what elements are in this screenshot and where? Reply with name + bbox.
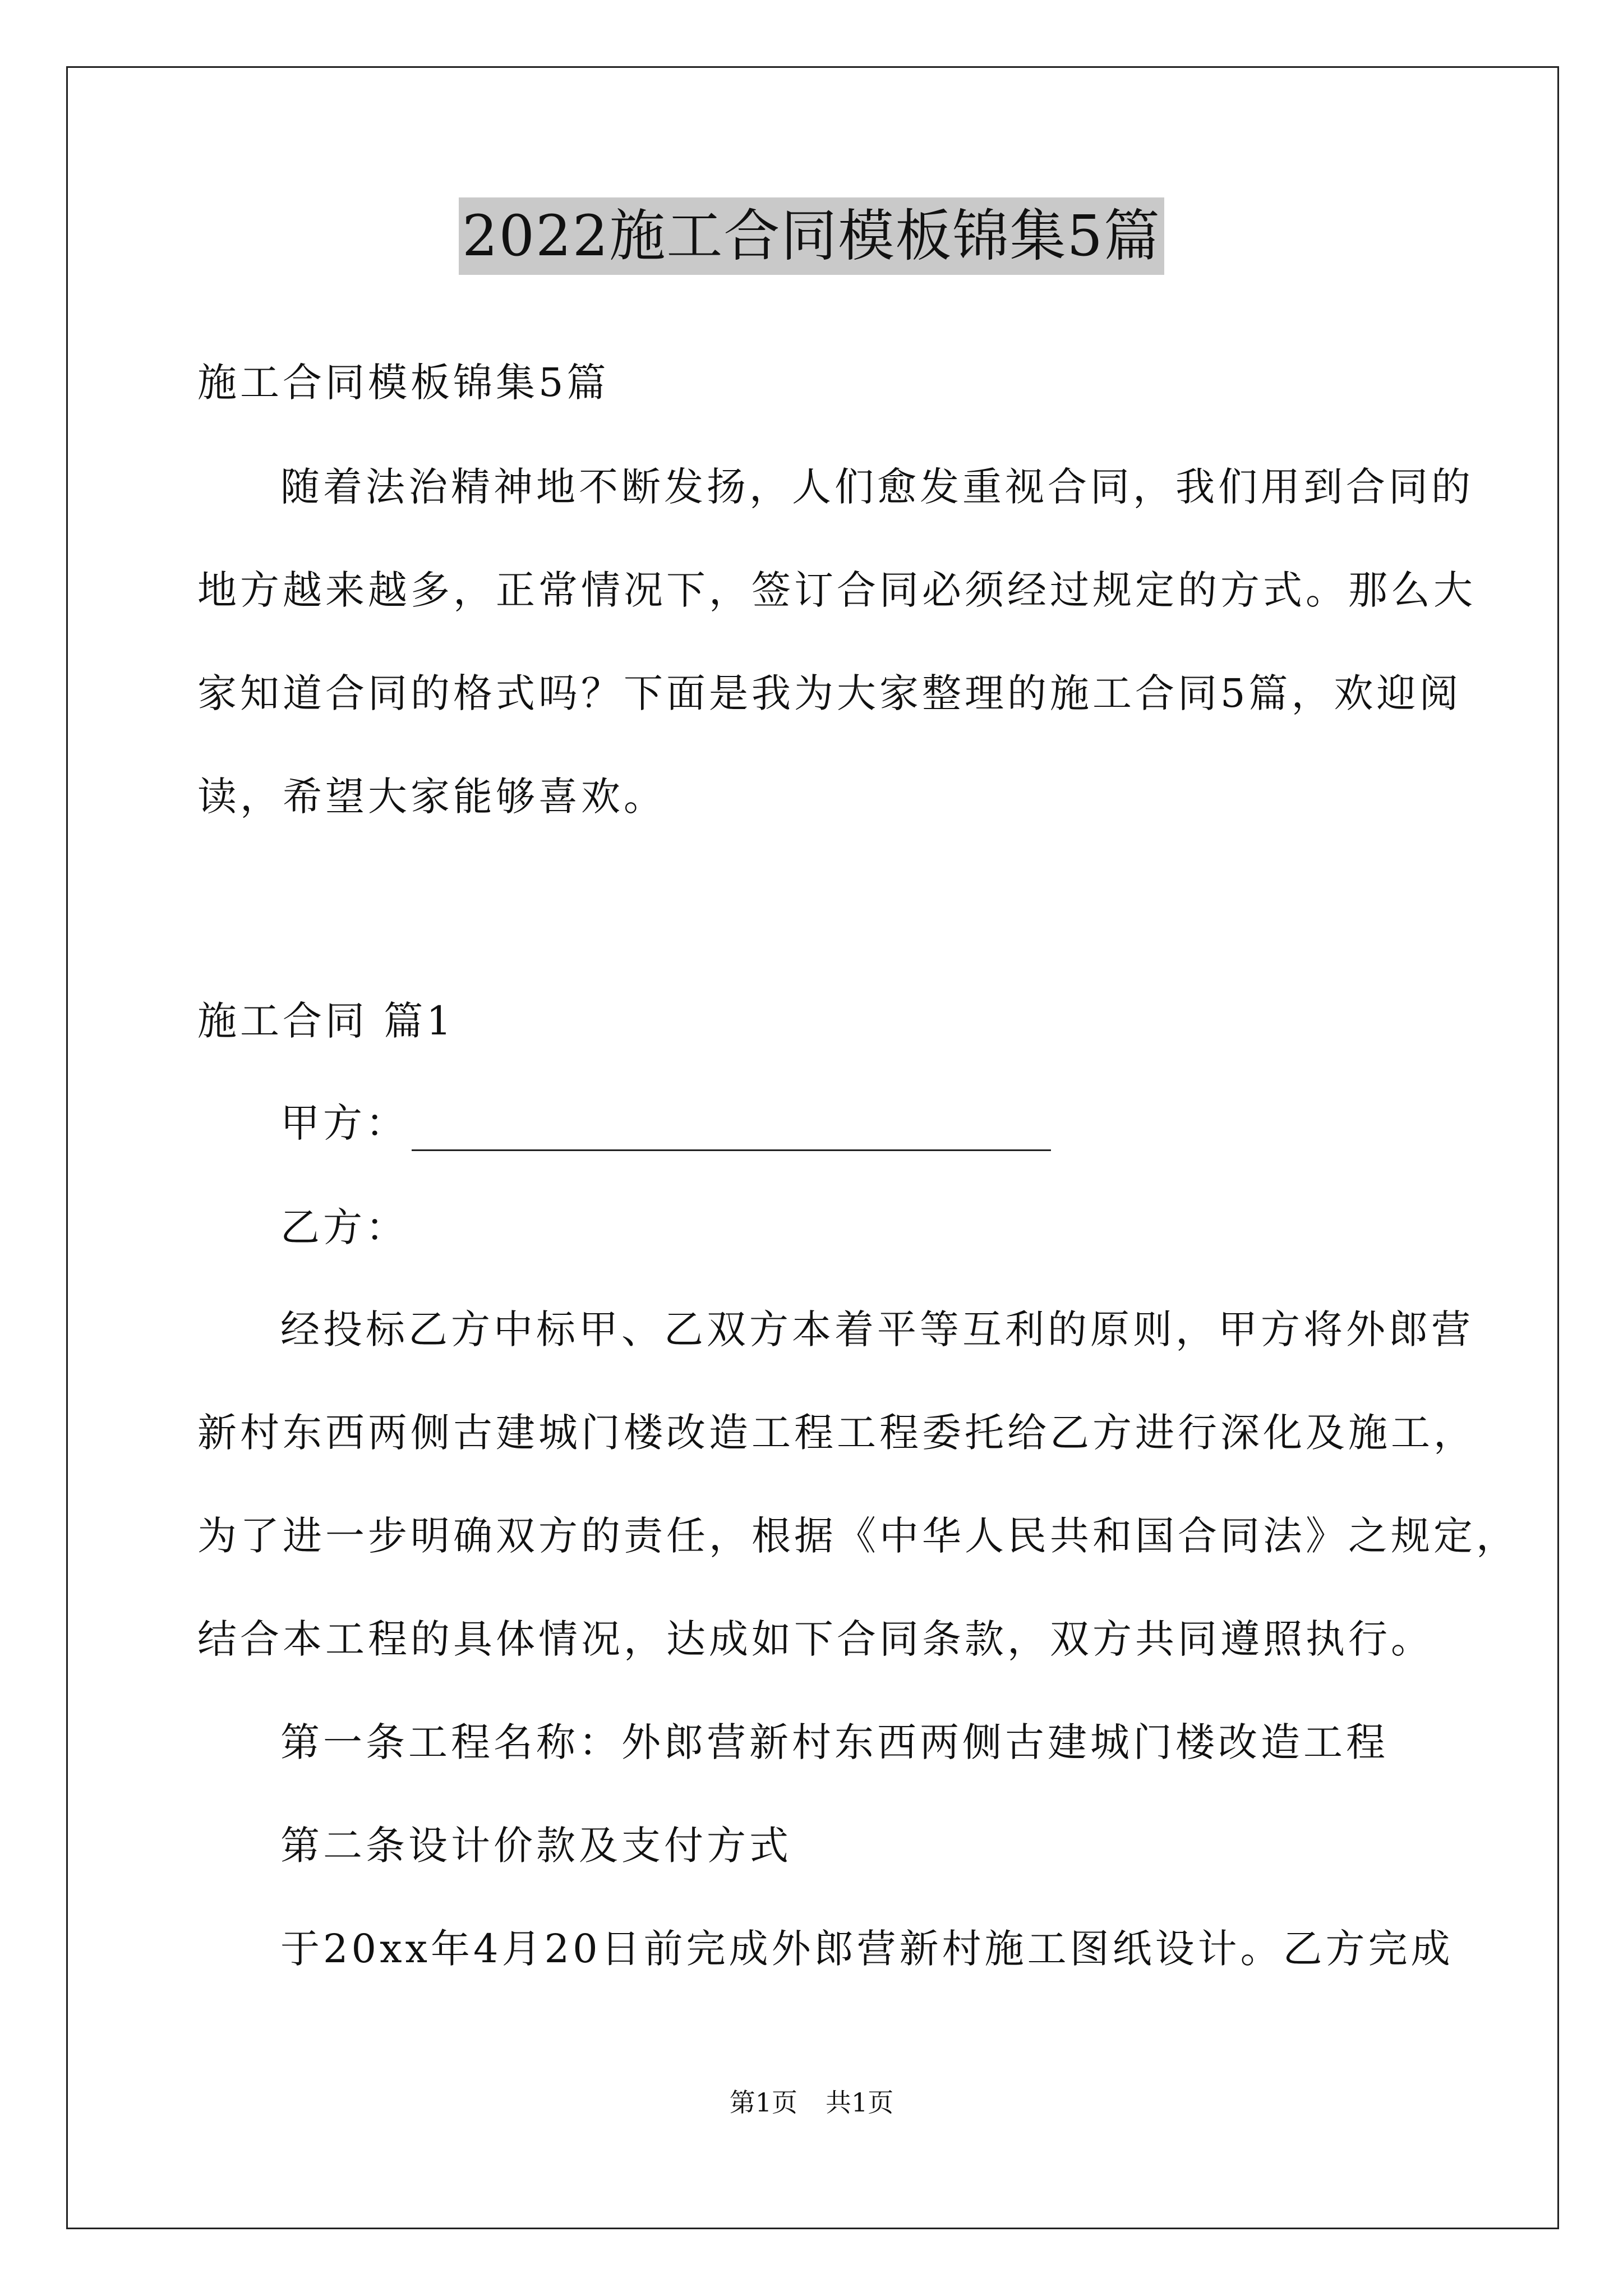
intro-line: 随着法治精神地不断发扬，人们愈发重视合同，我们用到合同的: [280, 464, 1474, 510]
clause-2-heading: 第二条设计价款及支付方式: [280, 1823, 792, 1869]
page-footer: [0, 2086, 1623, 2119]
party-b-label: 乙方：: [280, 1204, 408, 1250]
document-subtitle: 施工合同模板锦集5篇: [197, 360, 610, 406]
intro-line: 地方越来越多，正常情况下，签订合同必须经过规定的方式。那么大: [197, 567, 1476, 613]
party-a-label: 甲方：: [280, 1100, 408, 1146]
page-total: 共1页: [826, 2087, 894, 2118]
section-heading: 施工合同 篇1: [197, 998, 455, 1044]
preamble-line: 经投标乙方中标甲、乙双方本着平等互利的原则，甲方将外郎营: [280, 1306, 1474, 1352]
preamble-line: 新村东西两侧古建城门楼改造工程工程委托给乙方进行深化及施工，: [197, 1410, 1476, 1456]
party-a-blank: [412, 1109, 1051, 1151]
preamble-line: 结合本工程的具体情况，达成如下合同条款，双方共同遵照执行。: [197, 1616, 1433, 1662]
party-a-row: [280, 1095, 1537, 1151]
intro-line: 读，希望大家能够喜欢。: [197, 774, 666, 820]
preamble-line: 为了进一步明确双方的责任，根据《中华人民共和国合同法》之规定，: [197, 1513, 1519, 1559]
intro-line: 家知道合同的格式吗？下面是我为大家整理的施工合同5篇，欢迎阅: [197, 670, 1462, 716]
page-number: 第1页: [729, 2087, 797, 2118]
document-title: 2022施工合同模板锦集5篇: [459, 197, 1164, 275]
title-container: [0, 197, 1623, 275]
clause-1: 第一条工程名称：外郎营新村东西两侧古建城门楼改造工程: [280, 1719, 1389, 1765]
clause-2-text: 于20xx年4月20日前完成外郎营新村施工图纸设计。乙方完成: [280, 1926, 1454, 1972]
